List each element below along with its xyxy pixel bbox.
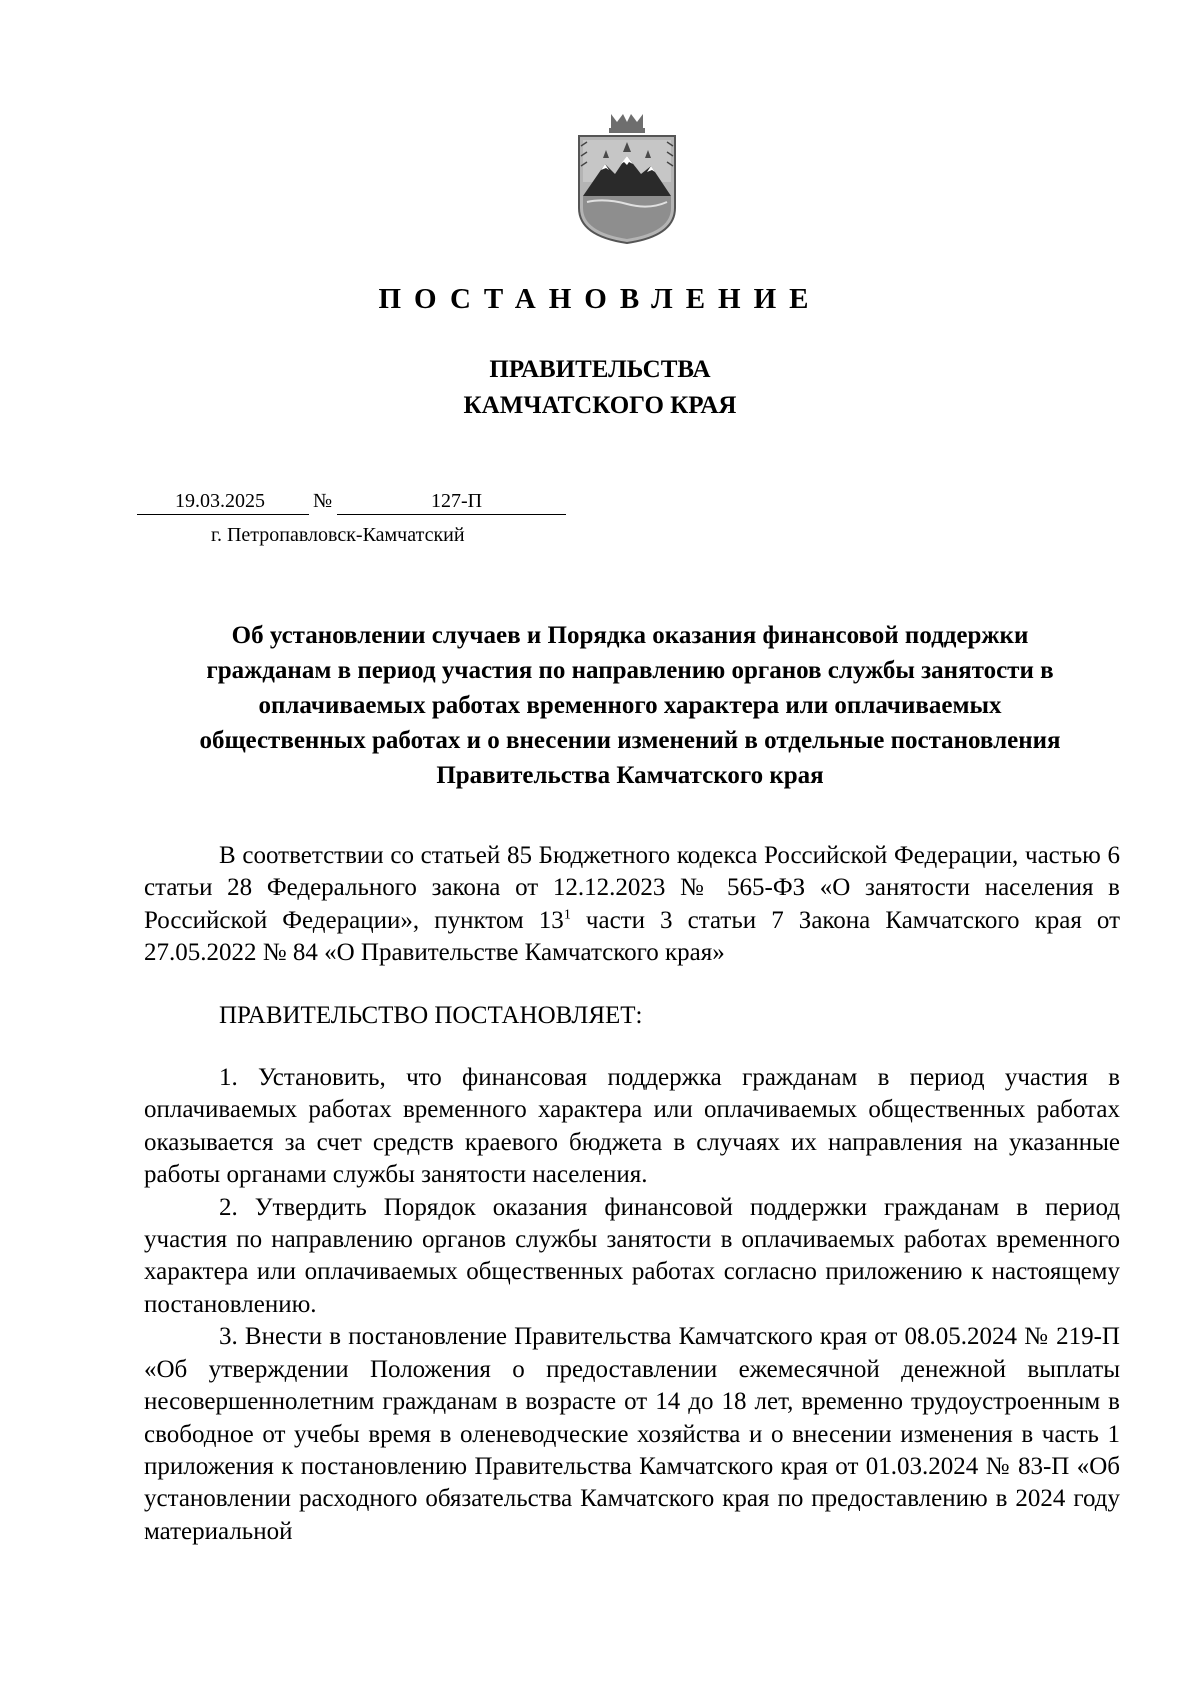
title-line: Правительства Камчатского края bbox=[436, 762, 824, 789]
number-sign: № bbox=[313, 490, 333, 512]
title-line: Об установлении случаев и Порядка оказания финансовой поддержки bbox=[231, 622, 1029, 649]
kamchatka-coat-of-arms-icon bbox=[575, 112, 679, 244]
item-3-paragraph: 3. Внести в постановление Правительства Камчатского края от 08.05.2024 № 219-П «Об утверждении Положения о предоставлении ежемесячной денежной выплаты несовершеннолетним гражданам в возрасте от 14 до 18 лет, временно трудоустроенным в свободное от учебы время в оленеводческие хозяйства и о внесении изменения в часть 1 приложения к постановлению Правительства Камчатского края от 01.03.2024 № 83-П «Об установлении расходного обязательства Камчатского края по предоставлению в 2024 году материальной bbox=[144, 1323, 1120, 1545]
preamble-superscript: 1 bbox=[563, 907, 571, 923]
document-type-heading: ПОСТАНОВЛЕНИЕ bbox=[378, 283, 822, 315]
title-line: гражданам в период участия по направлению органов службы занятости в bbox=[206, 657, 1054, 684]
preamble-paragraph bbox=[144, 840, 1120, 970]
number-underline bbox=[337, 514, 566, 515]
document-body bbox=[144, 840, 1120, 1548]
issuer-line-2: КАМЧАТСКОГО КРАЯ bbox=[463, 392, 737, 419]
title-line: оплачиваемых работах временного характера или оплачиваемых bbox=[258, 692, 1002, 719]
preamble-text-2: части 3 статьи 7 Закона Камчатского края от 27.05.2022 № 84 «О Правительстве Камчатского края» bbox=[144, 906, 1120, 967]
document-title bbox=[140, 618, 1120, 793]
decree-word: ПРАВИТЕЛЬСТВО ПОСТАНОВЛЯЕТ: bbox=[219, 1001, 643, 1029]
issuer-line-1: ПРАВИТЕЛЬСТВА bbox=[489, 356, 711, 383]
preamble-text-1: В соответствии со статьей 85 Бюджетного кодекса Российской Федерации, частью 6 статьи 28 Федерального закона от 12.12.2023 № 565-ФЗ «О занятости населения в Российской Федерации», пунктом 13 bbox=[144, 842, 1120, 934]
document-date: 19.03.2025 bbox=[175, 490, 265, 512]
document-city: г. Петропавловск-Камчатский bbox=[211, 524, 465, 546]
item-2-paragraph: 2. Утвердить Порядок оказания финансовой поддержки гражданам в период участия по направлению органов службы занятости в оплачиваемых работах временного характера или оплачиваемых общественных работах согласно приложению к настоящему постановлению. bbox=[144, 1193, 1120, 1318]
document-number: 127-П bbox=[431, 490, 483, 512]
date-number-line bbox=[137, 488, 567, 518]
title-line: общественных работах и о внесении изменений в отдельные постановления bbox=[199, 727, 1061, 754]
issuer-heading bbox=[0, 352, 1200, 424]
item-1-paragraph: 1. Установить, что финансовая поддержка гражданам в период участия в оплачиваемых работах временного характера или оплачиваемых общественных работах оказывается за счет средств краевого бюджета в случаях их направления на указанные работы органами службы занятости населения. bbox=[144, 1064, 1120, 1189]
date-underline bbox=[137, 514, 309, 515]
